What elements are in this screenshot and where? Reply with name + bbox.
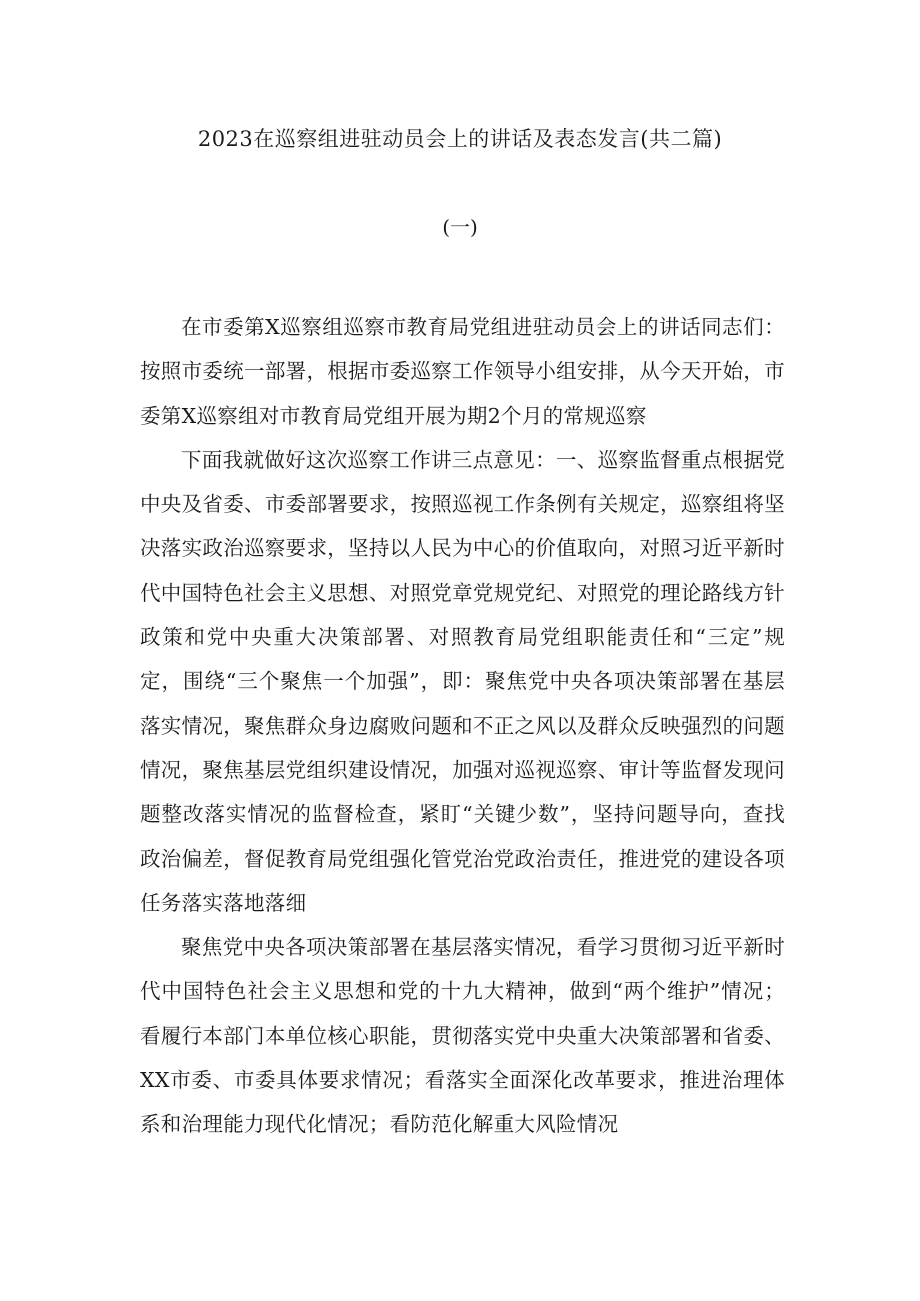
document-body [140,305,785,1147]
section-label: (一) [442,215,478,239]
paragraph: 下面我就做好这次巡察工作讲三点意见：一、巡察监督重点根据党中央及省委、市委部署要求，按照巡视工作条例有关规定，巡察组将坚决落实政治巡察要求，坚持以人民为中心的价值取向，对照习近平新时代中国特色社会主义思想、对照党章党规党纪、对照党的理论路线方针政策和党中央重大决策部署、对照教育局党组职能责任和“三定”规定，围绕“三个聚焦一个加强”，即：聚焦党中央各项决策部署在基层落实情况，聚焦群众身边腐败问题和不正之风以及群众反映强烈的问题情况，聚焦基层党组织建设情况，加强对巡视巡察、审计等监督发现问题整改落实情况的监督检查，紧盯“关键少数”，坚持问题导向，查找政治偏差，督促教育局党组强化管党治党政治责任，推进党的建设各项任务落实落地落细 [140,447,785,915]
document-title: 2023在巡察组进驻动员会上的讲话及表态发言(共二篇) [197,127,723,151]
paragraph: 在市委第X巡察组巡察市教育局党组进驻动员会上的讲话同志们：按照市委统一部署，根据市委巡察工作领导小组安排，从今天开始，市委第X巡察组对市教育局党组开展为期2个月的常规巡察 [140,315,785,428]
paragraph: 聚焦党中央各项决策部署在基层落实情况，看学习贯彻习近平新时代中国特色社会主义思想和党的十九大精神，做到“两个维护”情况；看履行本部门本单位核心职能，贯彻落实党中央重大决策部署和省委、XX市委、市委具体要求情况；看落实全面深化改革要求，推进治理体系和治理能力现代化情况；看防范化解重大风险情况 [140,935,785,1137]
